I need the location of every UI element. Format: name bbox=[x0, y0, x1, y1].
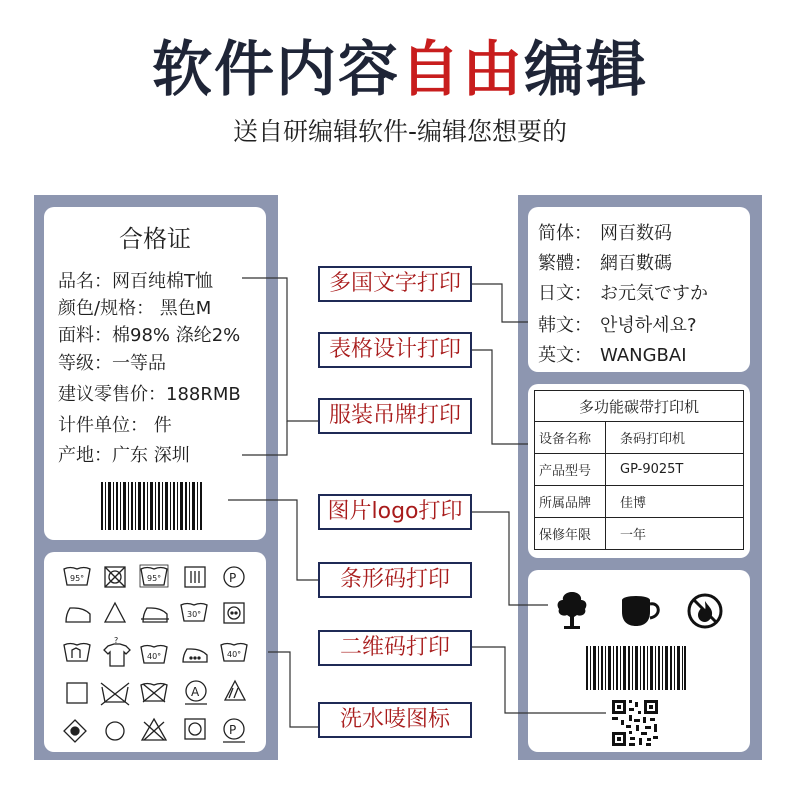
temp-mark: 40° bbox=[227, 650, 242, 659]
letter-mark: P bbox=[229, 723, 237, 737]
cert-row: 计件单位： 件 bbox=[58, 415, 172, 436]
spec-value: GP-9025T bbox=[606, 454, 744, 486]
letter-mark: A bbox=[191, 685, 200, 699]
title-highlight: 自由 bbox=[400, 35, 524, 105]
spec-key: 保修年限 bbox=[535, 518, 606, 550]
language-key: 英文： bbox=[538, 345, 592, 366]
spec-table-title: 多功能碳带打印机 bbox=[535, 391, 744, 422]
temp-mark: 40° bbox=[147, 652, 162, 661]
cert-row: 产地：广东 深圳 bbox=[58, 445, 190, 466]
title-part1: 软件内容 bbox=[152, 35, 400, 105]
language-value: 网百数码 bbox=[600, 223, 672, 244]
letter-mark: P bbox=[229, 571, 237, 585]
spec-key: 产品型号 bbox=[535, 454, 606, 486]
language-value: 網百數碼 bbox=[600, 253, 672, 274]
cert-row: 等级：一等品 bbox=[58, 353, 166, 374]
cert-row: 品名：网百纯棉T恤 bbox=[58, 271, 213, 292]
spec-key: 所属品牌 bbox=[535, 486, 606, 518]
temp-mark: 95° bbox=[147, 574, 162, 583]
cert-row: 建议零售价：188RMB bbox=[58, 384, 241, 405]
language-key: 繁體： bbox=[538, 253, 592, 274]
temp-mark: 30° bbox=[187, 610, 202, 619]
label-wash-icons: 洗水唛图标 bbox=[318, 702, 472, 738]
label-image-logo-printing: 图片logo打印 bbox=[318, 494, 472, 530]
certificate-title: 合格证 bbox=[119, 225, 191, 253]
label-barcode-printing: 条形码打印 bbox=[318, 562, 472, 598]
language-value: お元気ですか bbox=[600, 283, 708, 304]
spec-value: 条码打印机 bbox=[606, 422, 744, 454]
svg-text:?: ? bbox=[114, 636, 119, 645]
label-multilanguage-printing: 多国文字打印 bbox=[318, 266, 472, 302]
language-key: 韩文： bbox=[538, 315, 592, 336]
title-part2: 编辑 bbox=[524, 35, 648, 105]
spec-value: 佳博 bbox=[606, 486, 744, 518]
label-garment-tag-printing: 服装吊牌打印 bbox=[318, 398, 472, 434]
spec-value: 一年 bbox=[606, 518, 744, 550]
label-table-design-printing: 表格设计打印 bbox=[318, 332, 472, 368]
spec-key: 设备名称 bbox=[535, 422, 606, 454]
label-qrcode-printing: 二维码打印 bbox=[318, 630, 472, 666]
cert-row: 面料：棉98% 涤纶2% bbox=[58, 325, 241, 346]
temp-mark: 95° bbox=[70, 574, 85, 583]
language-key: 日文： bbox=[538, 283, 592, 304]
language-value: 안녕하세요? bbox=[600, 315, 697, 336]
language-value: WANGBAI bbox=[600, 345, 687, 366]
page-subtitle: 送自研编辑软件-编辑您想要的 bbox=[232, 117, 568, 146]
language-key: 简体： bbox=[538, 223, 592, 244]
cert-row: 颜色/规格： 黑色M bbox=[58, 298, 212, 319]
